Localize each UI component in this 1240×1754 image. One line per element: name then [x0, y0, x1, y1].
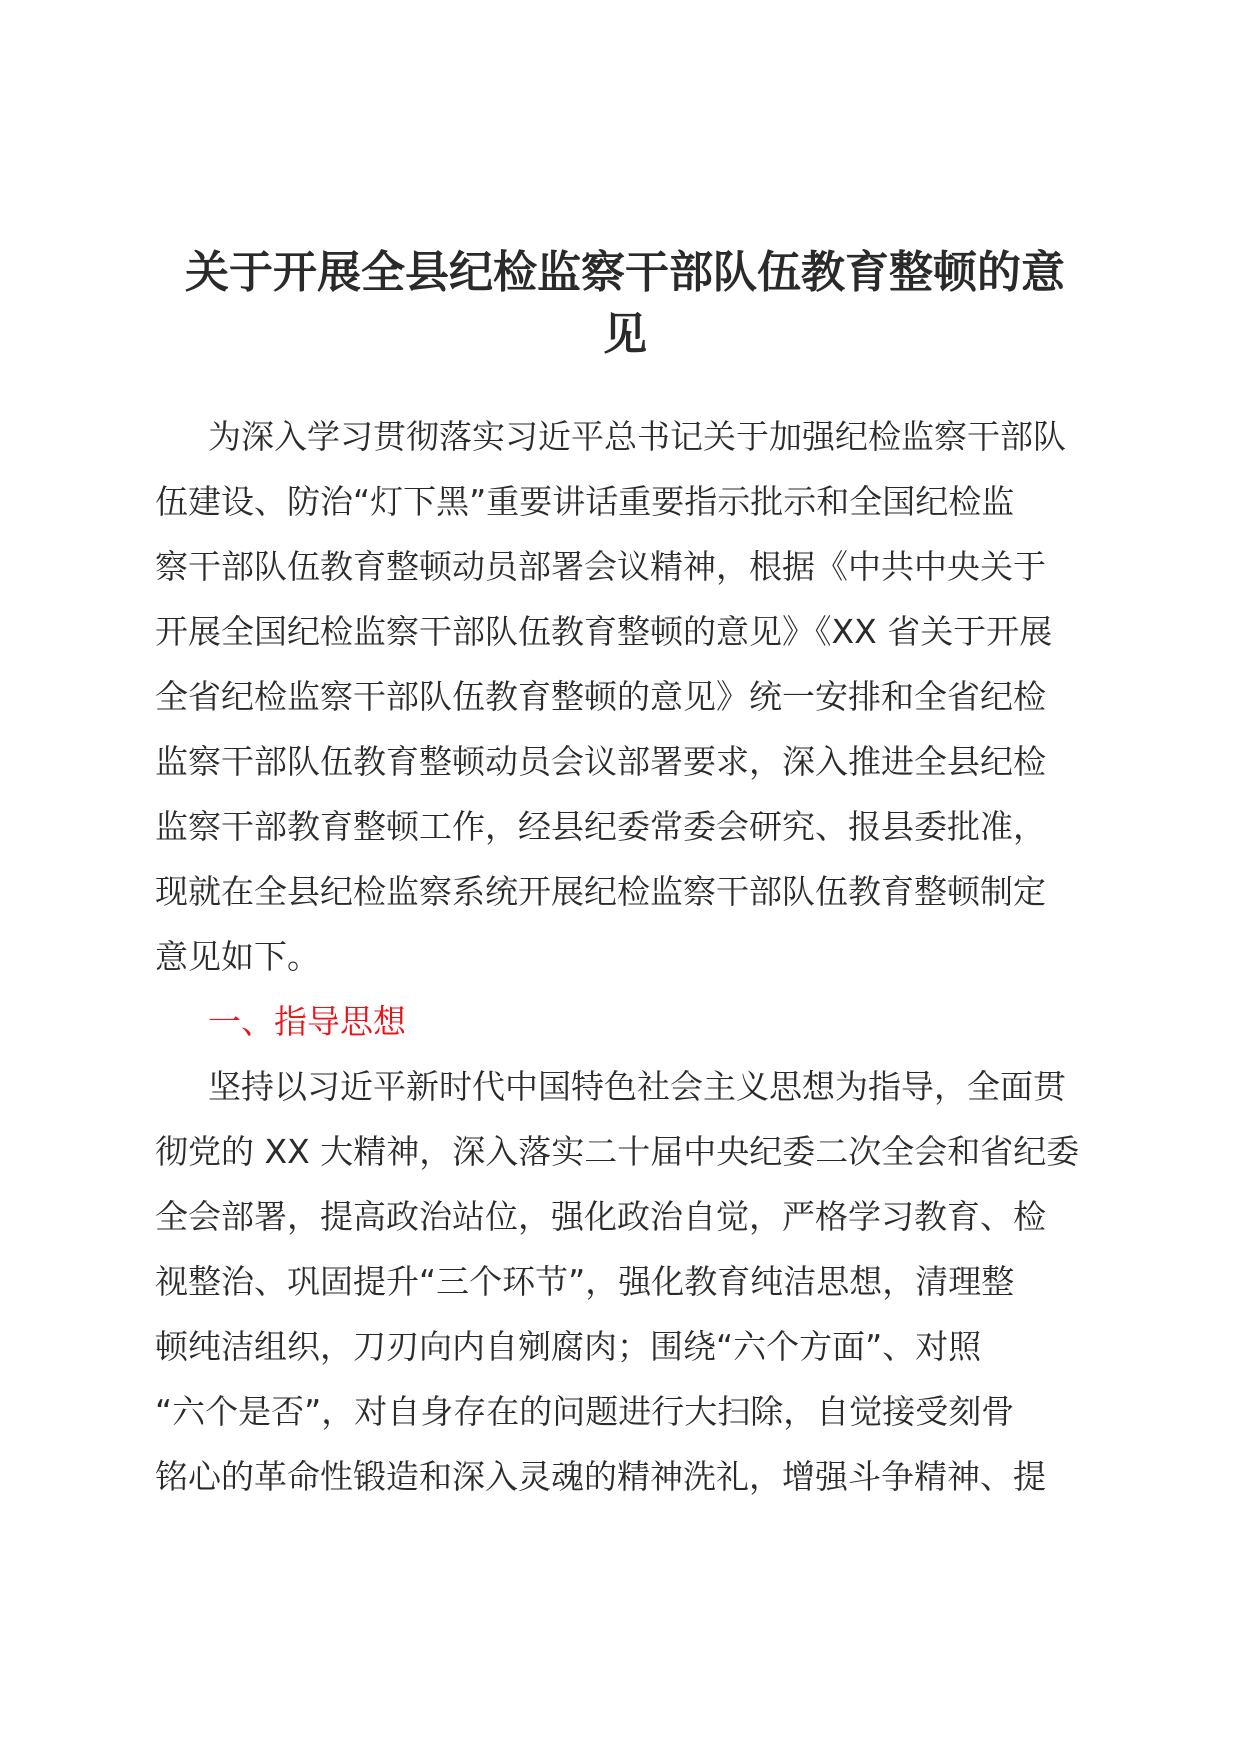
- intro-paragraph: [155, 404, 1085, 989]
- paragraph-line: 彻党的 XX 大精神，深入落实二十届中央纪委二次全会和省纪委: [155, 1132, 1080, 1171]
- paragraph-line: 全会部署，提高政治站位，强化政治自觉，严格学习教育、检: [155, 1197, 1046, 1236]
- document-body: [155, 404, 1085, 1509]
- paragraph-line: 现就在全县纪检监察系统开展纪检监察干部队伍教育整顿制定: [155, 872, 1046, 911]
- paragraph-line: 监察干部队伍教育整顿动员会议部署要求，深入推进全县纪检: [155, 742, 1046, 781]
- document-title: [155, 242, 1095, 366]
- document-title-line-1: 关于开展全县纪检监察干部队伍教育整顿的意: [185, 247, 1065, 298]
- section-heading-guiding-ideology: 一、指导思想: [208, 1002, 406, 1041]
- paragraph-line: 坚持以习近平新时代中国特色社会主义思想为指导，全面贯: [208, 1067, 1066, 1106]
- paragraph-line: 开展全国纪检监察干部队伍教育整顿的意见》《XX 省关于开展: [155, 612, 1053, 651]
- paragraph-line: 为深入学习贯彻落实习近平总书记关于加强纪检监察干部队: [208, 417, 1066, 456]
- paragraph-line: 察干部队伍教育整顿动员部署会议精神，根据《中共中央关于: [155, 547, 1046, 586]
- paragraph-line: 意见如下。: [155, 937, 320, 976]
- document-title-line-2: 见: [603, 309, 647, 360]
- paragraph-line: 伍建设、防治“灯下黑”重要讲话重要指示批示和全国纪检监: [155, 482, 1015, 521]
- paragraph-line: 铭心的革命性锻造和深入灵魂的精神洗礼，增强斗争精神、提: [155, 1457, 1046, 1496]
- paragraph-line: 视整治、巩固提升“三个环节”，强化教育纯洁思想，清理整: [155, 1262, 1015, 1301]
- section-1-paragraph: [155, 1054, 1085, 1509]
- paragraph-line: 监察干部教育整顿工作，经县纪委常委会研究、报县委批准，: [155, 807, 1046, 846]
- paragraph-line: “六个是否”，对自身存在的问题进行大扫除，自觉接受刻骨: [155, 1392, 1015, 1431]
- paragraph-line: 全省纪检监察干部队伍教育整顿的意见》统一安排和全省纪检: [155, 677, 1046, 716]
- paragraph-line: 顿纯洁组织，刀刃向内自剜腐肉；围绕“六个方面”、对照: [155, 1327, 982, 1366]
